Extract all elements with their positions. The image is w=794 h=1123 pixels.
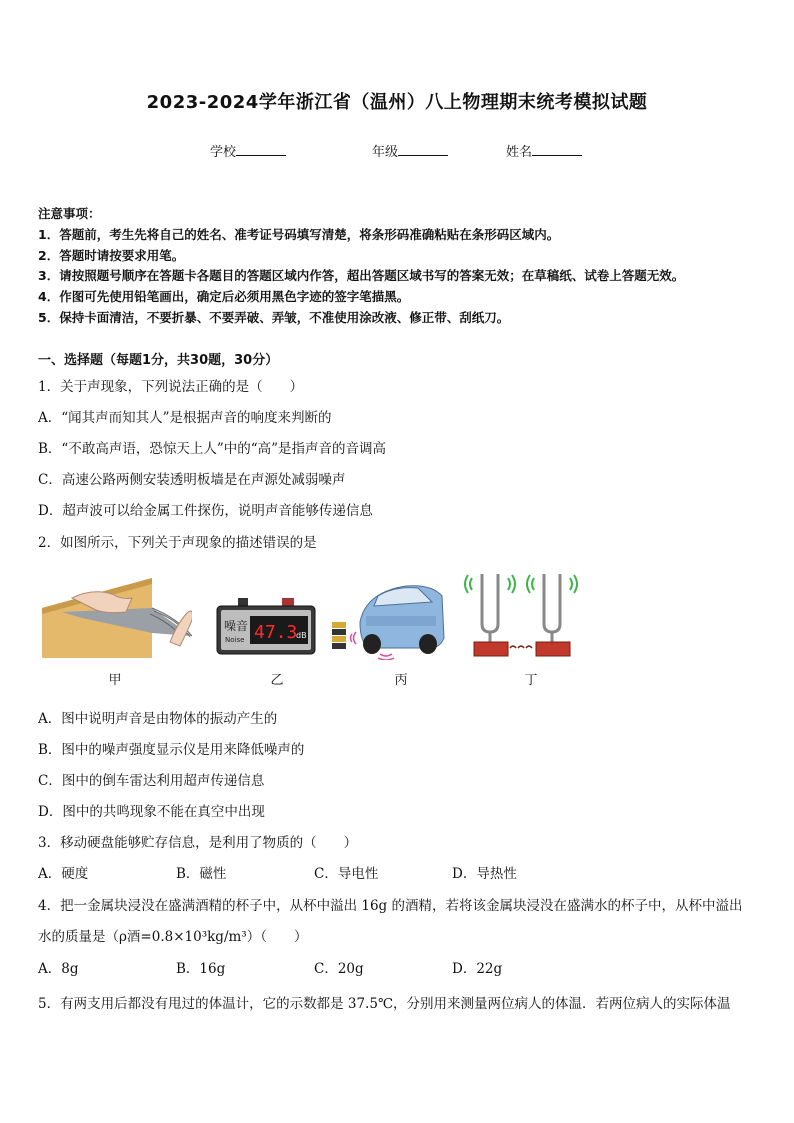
school-blank [236,143,286,156]
q4-stem-line1: 4．把一金属块浸没在盛满酒精的杯子中，从杯中溢出 16g 的酒精，若将该金属块浸没在盛满水的杯子中，从杯中溢出 [38,898,743,914]
q1-option-d: D．超声波可以给金属工件探伤，说明声音能够传递信息 [38,503,373,519]
notice-heading: 注意事项： [38,206,101,221]
q4-option-d: D．22g [452,961,503,977]
grade-blank [398,143,448,156]
figure-jia-ruler [42,578,192,660]
section-heading: 一、选择题（每题1分，共30题，30分） [38,353,279,368]
meter-sublabel: Noise [225,636,245,644]
figure-label-yi: 乙 [270,673,284,688]
notice-item: 4．作图可先使用铅笔画出，确定后必须用黑色字迹的签字笔描黑。 [38,289,410,304]
q4-option-b: B．16g [176,961,226,977]
q2-stem: 2．如图所示，下列关于声现象的描述错误的是 [38,535,317,551]
figure-ding-tuning-forks [462,570,586,662]
notice-item: 2．答题时请按要求用笔。 [38,248,185,263]
q2-option-c: C．图中的倒车雷达利用超声传递信息 [38,773,265,789]
q3-option-b: B．磁性 [176,866,227,882]
q1-option-b: B．“不敢高声语，恐惊天上人”中的“高”是指声音的音调高 [38,441,387,457]
q3-option-a: A．硬度 [38,866,89,882]
grade-field [372,141,448,160]
notice-item: 1．答题前，考生先将自己的姓名、准考证号码填写清楚，将条形码准确粘贴在条形码区域内。 [38,227,560,242]
q2-option-a: A．图中说明声音是由物体的振动产生的 [38,711,278,727]
q1-stem: 1．关于声现象，下列说法正确的是（ ） [38,379,304,395]
name-blank [532,143,582,156]
q1-option-a: A．“闻其声而知其人”是根据声音的响度来判断的 [38,410,332,426]
q3-option-c: C．导电性 [314,866,379,882]
q2-option-d: D．图中的共鸣现象不能在真空中出现 [38,804,265,820]
q2-option-b: B．图中的噪声强度显示仪是用来降低噪声的 [38,742,305,758]
figure-yi-noise-meter [216,596,316,658]
figure-bing-reversing-radar [330,582,446,660]
meter-unit: dB [296,631,307,640]
figure-label-ding: 丁 [524,673,538,688]
q3-option-d: D．导热性 [452,866,517,882]
figure-label-jia: 甲 [108,673,122,688]
school-label: 学校 [210,145,237,160]
q3-stem: 3．移动硬盘能够贮存信息，是利用了物质的（ ） [38,835,358,851]
school-field [210,141,286,160]
figure-label-bing: 丙 [394,673,408,688]
q5-stem: 5．有两支用后都没有甩过的体温计，它的示数都是 37.5℃，分别用来测量两位病人的体温．若两位病人的实际体温 [38,996,731,1012]
name-field [506,141,582,160]
q4-option-c: C．20g [314,961,364,977]
q1-option-c: C．高速公路两侧安装透明板墙是在声源处减弱噪声 [38,472,346,488]
meter-label: 噪音 [224,619,249,633]
name-label: 姓名 [506,145,533,160]
notice-item: 5．保持卡面清洁，不要折暴、不要弄破、弄皱，不准使用涂改液、修正带、刮纸刀。 [38,310,510,325]
q4-option-a: A．8g [38,961,79,977]
page-title: 2023-2024学年浙江省（温州）八上物理期末统考模拟试题 [146,92,648,113]
q4-stem-line2: 水的质量是（ρ酒=0.8×10³kg/m³）（ ） [38,929,308,945]
grade-label: 年级 [372,145,399,160]
meter-value: 47.3 [254,622,298,643]
notice-item: 3．请按照题号顺序在答题卡各题目的答题区域内作答，超出答题区域书写的答案无效；在草稿纸、试卷上答题无效。 [38,268,685,283]
